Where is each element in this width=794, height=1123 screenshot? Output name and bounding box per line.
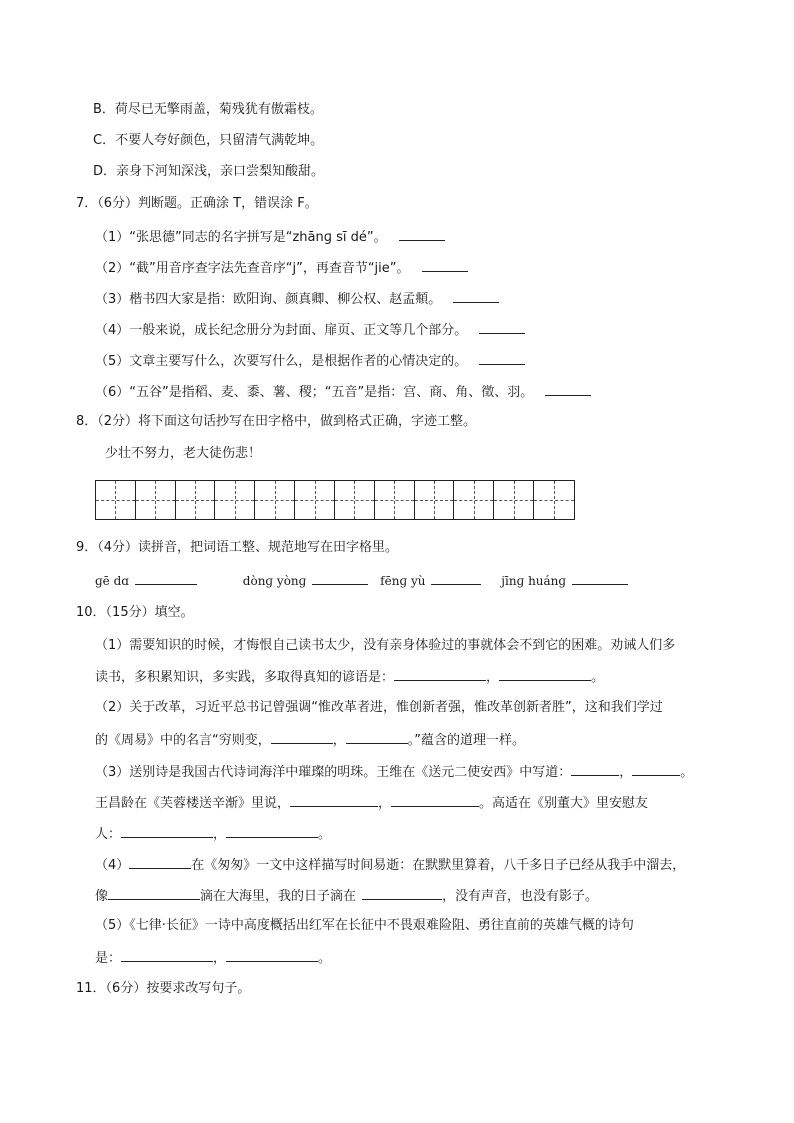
answer-blank[interactable] <box>346 729 408 744</box>
pinyin-2: dònɡ yònɡ <box>242 574 307 588</box>
q10-p5-line1: （5）《七律·长征》一诗中高度概括出红军在长征中不畏艰难险阻、勇往直前的英雄气概的诗句 <box>95 918 634 933</box>
answer-blank[interactable] <box>499 666 591 681</box>
text: ， <box>213 827 227 842</box>
q7-item-1 <box>95 226 445 248</box>
q7-item-5 <box>95 350 525 372</box>
answer-blank[interactable] <box>632 761 680 776</box>
text: 在《匆匆》一文中这样描写时间易逝：在默默里算着，八千多日子已经从我手中溜去， <box>191 858 686 873</box>
answer-blank[interactable] <box>226 947 318 962</box>
answer-blank[interactable] <box>422 257 468 272</box>
grid-cell[interactable] <box>335 481 375 519</box>
q9-pinyin-row <box>95 570 628 591</box>
q6-option-d: D．亲身下河知深浅，亲口尝梨知酸甜。 <box>93 164 325 179</box>
answer-blank[interactable] <box>121 823 213 838</box>
text: ，没有声音，也没有影子。 <box>442 889 599 904</box>
text: 滴在大海里，我的日子滴在 <box>200 889 357 904</box>
grid-cell[interactable] <box>494 481 534 519</box>
q7-item-6 <box>95 381 591 403</box>
q10-p2-line1: （2）关于改革，习近平总书记曾强调“惟改革者进，惟创新者强，惟改革创新者胜”，这和我们学过 <box>95 700 663 715</box>
answer-blank[interactable] <box>391 792 479 807</box>
q10-p3-line1 <box>95 761 693 783</box>
q7-item-text: （5）文章主要写什么，次要写什么，是根据作者的心情决定的。 <box>95 354 468 369</box>
answer-blank[interactable] <box>431 570 481 585</box>
q7-item-text: （2）“截”用音序查字法先查音序“j”，再查音节“jie”。 <box>95 261 410 276</box>
text: （3）送别诗是我国古代诗词海洋中璀璨的明珠。王维在《送元二使安西》中写道： <box>95 765 572 780</box>
text: 。 <box>680 765 694 780</box>
text: 的《周易》中的名言“穷则变， <box>95 733 271 748</box>
tianzige-grid[interactable] <box>95 480 575 520</box>
q10-p4-line2 <box>95 885 598 907</box>
q10-p1-line2 <box>95 666 604 688</box>
pinyin-3: fēnɡ yù <box>380 574 426 588</box>
answer-blank[interactable] <box>135 570 197 585</box>
text: ， <box>332 733 346 748</box>
q10-p2-line2 <box>95 729 525 751</box>
answer-blank[interactable] <box>362 885 442 900</box>
answer-blank[interactable] <box>572 570 628 585</box>
text: 。 <box>591 670 605 685</box>
grid-cell[interactable] <box>136 481 176 519</box>
text: ， <box>486 670 500 685</box>
text: ， <box>213 951 227 966</box>
q7-item-3 <box>95 288 499 310</box>
answer-blank[interactable] <box>453 288 499 303</box>
answer-blank[interactable] <box>312 570 368 585</box>
q7-item-2 <box>95 257 468 279</box>
text: 。 <box>318 951 332 966</box>
answer-blank[interactable] <box>479 319 525 334</box>
answer-blank[interactable] <box>399 226 445 241</box>
answer-blank[interactable] <box>545 381 591 396</box>
grid-cell[interactable] <box>255 481 295 519</box>
q7-item-text: （6）“五谷”是指稻、麦、黍、薯、稷；“五音”是指：宫、商、角、徵、羽。 <box>95 385 534 400</box>
answer-blank[interactable] <box>226 823 318 838</box>
answer-blank[interactable] <box>479 350 525 365</box>
q7-item-text: （4）一般来说，成长纪念册分为封面、扉页、正文等几个部分。 <box>95 323 468 338</box>
q9-title: 9．（4分）读拼音，把词语工整、规范地写在田字格里。 <box>76 540 399 555</box>
answer-blank[interactable] <box>129 854 191 869</box>
grid-cell[interactable] <box>176 481 216 519</box>
text: ， <box>619 765 633 780</box>
text: （4） <box>95 858 130 873</box>
grid-cell[interactable] <box>534 481 574 519</box>
q10-p5-line2 <box>95 947 331 969</box>
q10-p3-line2 <box>95 792 648 814</box>
answer-blank[interactable] <box>394 666 486 681</box>
q10-title: 10．（15分）填空。 <box>76 605 194 620</box>
text: ， <box>378 796 392 811</box>
text: 人： <box>95 827 122 842</box>
answer-blank[interactable] <box>271 729 333 744</box>
grid-cell[interactable] <box>454 481 494 519</box>
q10-p4-line1 <box>95 854 685 876</box>
q10-p3-line3 <box>95 823 331 845</box>
text: 。高适在《别董大》里安慰友 <box>479 796 649 811</box>
q6-option-b: B．荷尽已无擎雨盖，菊残犹有傲霜枝。 <box>93 102 323 117</box>
text: 读书，多积累知识，多实践，多取得真知的谚语是： <box>95 670 395 685</box>
text: 王昌龄在《芙蓉楼送辛渐》里说， <box>95 796 291 811</box>
pinyin-1: ɡē dɑ <box>95 574 129 588</box>
q6-option-c: C．不要人夸好颜色，只留清气满乾坤。 <box>93 133 324 148</box>
grid-cell[interactable] <box>415 481 455 519</box>
answer-blank[interactable] <box>290 792 378 807</box>
q7-title: 7．（6分）判断题。正确涂 T，错误涂 F。 <box>76 196 318 211</box>
grid-cell[interactable] <box>295 481 335 519</box>
text: 。”蕴含的道理一样。 <box>407 733 526 748</box>
grid-cell[interactable] <box>215 481 255 519</box>
q7-item-text: （3）楷书四大家是指：欧阳询、颜真卿、柳公权、赵孟頫。 <box>95 292 442 307</box>
answer-blank[interactable] <box>121 947 213 962</box>
q7-item-text: （1）“张思德”同志的名字拼写是“zhānɡ sī dé”。 <box>95 230 387 245</box>
grid-cell[interactable] <box>96 481 136 519</box>
q10-p1-line1: （1）需要知识的时候，才悔恨自己读书太少，没有亲身体验过的事就体会不到它的困难。劝诫人们多 <box>95 638 676 653</box>
q8-sentence: 少壮不努力，老大徒伤悲！ <box>105 446 262 461</box>
q11-title: 11．（6分）按要求改写句子。 <box>76 981 251 996</box>
answer-blank[interactable] <box>108 885 200 900</box>
answer-blank[interactable] <box>571 761 619 776</box>
text: 是： <box>95 951 122 966</box>
text: 。 <box>318 827 332 842</box>
q7-item-4 <box>95 319 525 341</box>
grid-cell[interactable] <box>375 481 415 519</box>
text: 像 <box>95 889 109 904</box>
q8-title: 8．（2分）将下面这句话抄写在田字格中，做到格式正确，字迹工整。 <box>76 414 477 429</box>
pinyin-4: jīnɡ huánɡ <box>501 574 567 588</box>
